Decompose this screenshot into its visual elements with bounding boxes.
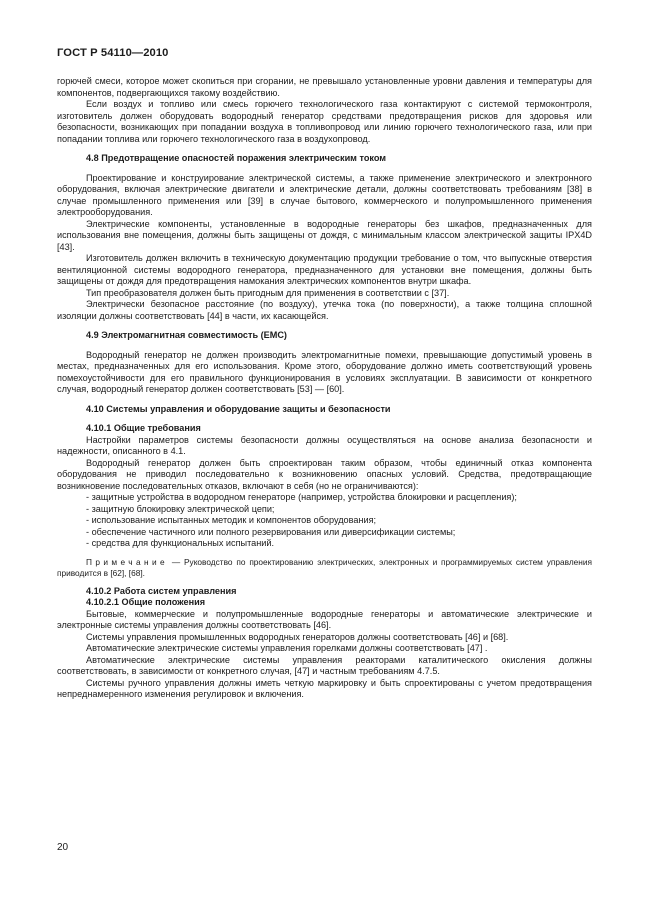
paragraph-4-10-2-1-2: Системы управления промышленных водородных генераторов должны соответствовать [46] и [68]. bbox=[86, 631, 509, 642]
paragraph-4-9-1: Водородный генератор не должен производить электромагнитные помехи, превышающие допустимый уровень в местах, предназначенных для его использования. Кроме этого, оборудование должно иметь соответствующий уровень помехоустойчивости для его правильного функционирования в условиях эксплуатации. В зависимости от конкретного случая, водородный генератор должен соответствовать [53] — [60]. bbox=[57, 349, 592, 394]
document-body bbox=[57, 76, 592, 701]
section-heading-4-10-2-1: 4.10.2.1 Общие положения bbox=[86, 597, 206, 607]
paragraph-4-8-2: Электрические компоненты, установленные в водородные генераторы без шкафов, предназначенных для использования вне помещения, должны быть защищены от дождя, с минимальным классом электрической защиты IPX4D [43]. bbox=[57, 218, 592, 252]
paragraph-4-8-4: Тип преобразователя должен быть пригодным для применения в соответствии с [37]. bbox=[86, 287, 450, 298]
paragraph-4-10-1-1: Настройки параметров системы безопасности должны осуществляться на основе анализа безопасности и надежности, описанного в 4.1. bbox=[57, 434, 592, 456]
paragraph-air-fuel: Если воздух и топливо или смесь горючего технологического газа контактируют с системой термоконтроля, изготовитель должен оборудовать водородный генератор средствами предотвращения рисков для здоровья или безопасности, возникающих при попадании воздуха в топливопровод или линию горючего технологического газа, или при попадании топлива или горючего технологического газа в воздухопровод. bbox=[57, 99, 592, 144]
paragraph-continuation: горючей смеси, которое может скопиться при сгорании, не превышало установленные уровни давления и температуры для компонентов, подвергающихся такому воздействию. bbox=[57, 76, 592, 98]
document-header: ГОСТ Р 54110—2010 bbox=[57, 47, 169, 59]
list-item: - защитную блокировку электрической цепи; bbox=[86, 503, 275, 514]
note-label: Примечание bbox=[86, 556, 169, 567]
list-item: - средства для функциональных испытаний. bbox=[86, 538, 274, 548]
paragraph-4-8-5: Электрически безопасное расстояние (по воздуху), утечка тока (по поверхности), а также толщина сплошной изоляции должны соответствовать [44] в части, их касающейся. bbox=[57, 299, 592, 321]
list-item: - защитные устройства в водородном генераторе (например, устройства блокировки и расцепления); bbox=[86, 492, 517, 502]
paragraph-4-10-2-1-3: Автоматические электрические системы управления горелками должны соответствовать [47] . bbox=[86, 643, 488, 653]
paragraph-4-10-2-1-5: Системы ручного управления должны иметь четкую маркировку и быть спроектированы с учетом предотвращения непреднамеренного изменения регулировок и включения. bbox=[57, 677, 592, 699]
list-item: - обеспечение частичного или полного резервирования или диверсификации системы; bbox=[86, 526, 456, 537]
paragraph-4-10-2-1-4: Автоматические электрические системы управления реакторами каталитического окисления должны соответствовать, в зависимости от конкретного случая, [47] и частным требованиям 4.7.5. bbox=[57, 654, 592, 676]
section-heading-4-8: 4.8 Предотвращение опасностей поражения электрическим током bbox=[86, 153, 387, 163]
note-text: — Руководство по проектированию электрических, электронных и программируемых систем управления приводится в [62], [68]. bbox=[57, 556, 592, 578]
list-item: - использование испытанных методик и компонентов оборудования; bbox=[86, 515, 377, 525]
section-heading-4-10: 4.10 Системы управления и оборудование защиты и безопасности bbox=[86, 403, 391, 414]
section-heading-4-10-2: 4.10.2 Работа систем управления bbox=[86, 585, 237, 596]
note bbox=[57, 557, 592, 579]
page-number: 20 bbox=[57, 842, 69, 853]
paragraph-4-8-1: Проектирование и конструирование электрической системы, а также применение электрического и электронного оборудования, включая электрические двигатели и электрические детали, должны соответствовать требованиям [38] в случае промышленного применения или [39] в случае бытового, коммерческого и полупромышленного применения электрооборудования. bbox=[57, 172, 592, 217]
paragraph-4-10-2-1-1: Бытовые, коммерческие и полупромышленные водородные генераторы и автоматические электрические и электронные системы управления должны соответствовать [46]. bbox=[57, 608, 592, 630]
paragraph-4-8-3: Изготовитель должен включить в техническую документацию продукции требование о том, что выпускные отверстия вентиляционной системы водородного генератора, предназначенного для установки вне помещения, должны быть защищены от дождя для предотвращения намокания электрических компонентов внутри шкафа. bbox=[57, 253, 592, 286]
section-heading-4-10-1: 4.10.1 Общие требования bbox=[86, 423, 201, 433]
paragraph-4-10-1-2: Водородный генератор должен быть спроектирован таким образом, чтобы единичный отказ компонента оборудования не приводил последовательно к возникновению опасных условий. Средства, предотвращающие возникновение последовательных отказов, включают в себя (но не ограничиваются): bbox=[57, 457, 592, 491]
section-heading-4-9: 4.9 Электромагнитная совместимость (ЕМС) bbox=[86, 330, 287, 340]
